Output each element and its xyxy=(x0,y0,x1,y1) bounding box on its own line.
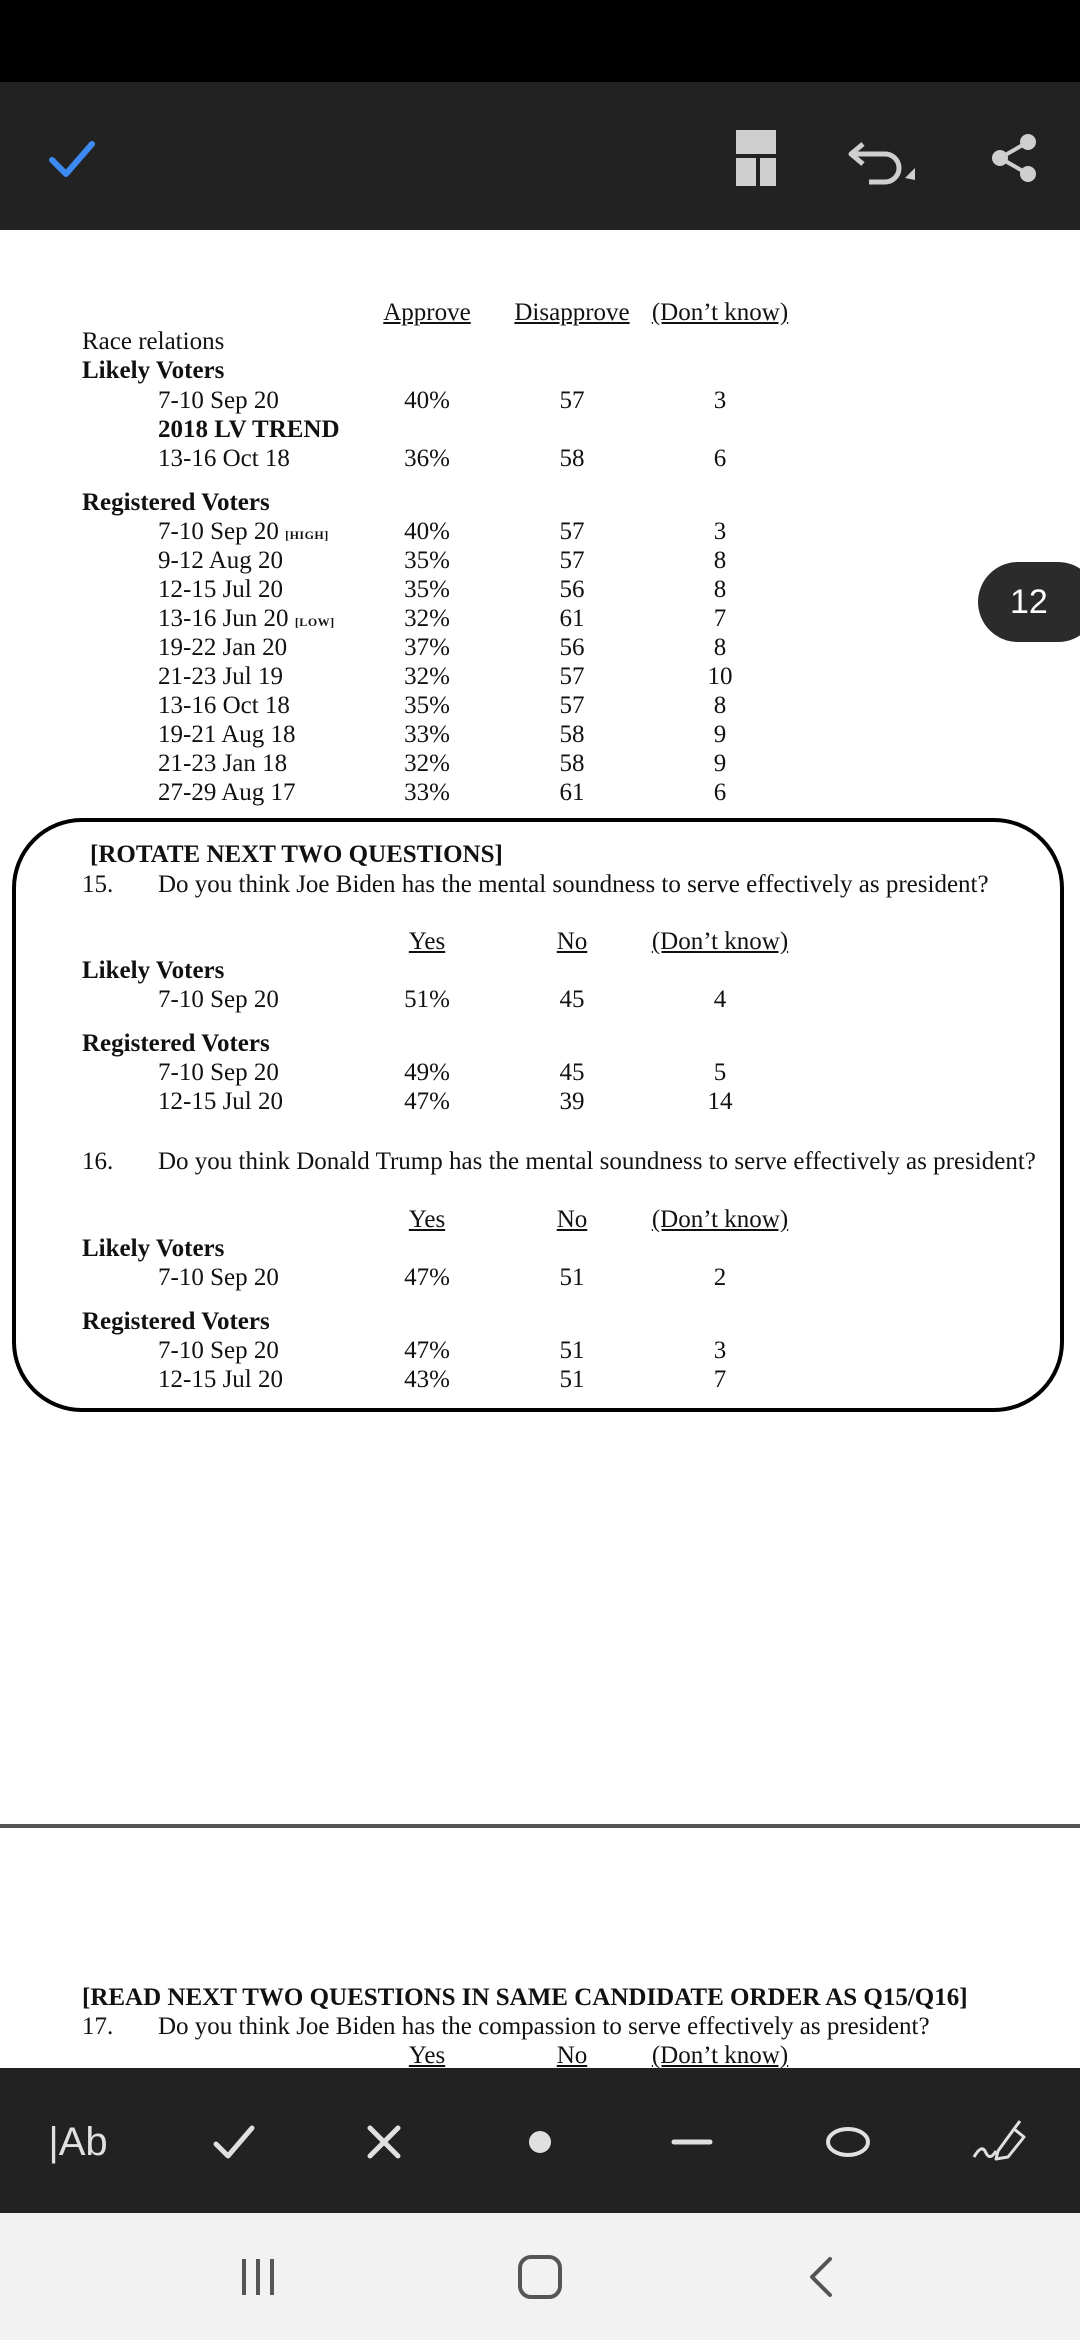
high-tag: [HIGH] xyxy=(285,528,329,542)
row-date: 7-10 Sep 20 xyxy=(158,387,279,414)
likely-voters-label: Likely Voters xyxy=(82,357,225,384)
row-dont-know: 3 xyxy=(713,518,727,545)
q16-registered-voters-label: Registered Voters xyxy=(82,1308,270,1335)
row-approve: 40% xyxy=(404,518,450,545)
col-header-approve: Approve xyxy=(383,299,471,326)
q17-col-header-no: No xyxy=(556,2042,588,2068)
row-dont-know: 9 xyxy=(713,750,727,777)
row-dont-know: 5 xyxy=(713,1059,727,1086)
row-dont-know: 7 xyxy=(713,1366,727,1393)
dot-icon[interactable] xyxy=(502,2104,578,2180)
share-icon[interactable] xyxy=(978,122,1050,194)
row-dont-know: 8 xyxy=(713,576,727,603)
row-disapprove: 58 xyxy=(559,445,585,472)
topic-label: Race relations xyxy=(82,328,225,355)
row-no: 45 xyxy=(559,1059,585,1086)
registered-voters-label: Registered Voters xyxy=(82,489,270,516)
row-approve: 32% xyxy=(404,750,450,777)
back-icon[interactable] xyxy=(784,2241,856,2313)
row-yes: 47% xyxy=(404,1264,450,1291)
row-dont-know: 14 xyxy=(707,1088,733,1115)
check-stamp-icon[interactable] xyxy=(196,2104,272,2180)
row-dont-know: 3 xyxy=(713,387,727,414)
row-dont-know: 7 xyxy=(713,605,727,632)
navigation-bar xyxy=(0,2213,1080,2340)
q15-col-header-no: No xyxy=(556,928,588,955)
row-dont-know: 8 xyxy=(713,547,727,574)
row-date: 9-12 Aug 20 xyxy=(158,547,283,574)
row-yes: 43% xyxy=(404,1366,450,1393)
row-approve: 36% xyxy=(404,445,450,472)
q16-col-header-no: No xyxy=(556,1206,588,1233)
trend-label: 2018 LV TREND xyxy=(158,416,340,443)
row-dont-know: 2 xyxy=(713,1264,727,1291)
row-disapprove: 56 xyxy=(559,634,585,661)
recent-apps-icon[interactable] xyxy=(222,2241,294,2313)
pdf-page-view[interactable] xyxy=(0,230,1080,2068)
col-header-dont-know: (Don’t know) xyxy=(651,299,789,326)
row-approve: 32% xyxy=(404,663,450,690)
row-dont-know: 4 xyxy=(713,986,727,1013)
row-dont-know: 8 xyxy=(713,634,727,661)
q15-registered-voters-label: Registered Voters xyxy=(82,1030,270,1057)
row-approve: 40% xyxy=(404,387,450,414)
row-date: 12-15 Jul 20 xyxy=(158,1366,283,1393)
row-yes: 49% xyxy=(404,1059,450,1086)
page-separator xyxy=(0,1824,1080,1828)
row-date: 19-21 Aug 18 xyxy=(158,721,296,748)
home-icon[interactable] xyxy=(504,2241,576,2313)
annotation-toolbar xyxy=(0,2068,1080,2213)
row-disapprove: 61 xyxy=(559,779,585,806)
row-date: 12-15 Jul 20 xyxy=(158,576,283,603)
q15-likely-voters-label: Likely Voters xyxy=(82,957,225,984)
next-page-note: [READ NEXT TWO QUESTIONS IN SAME CANDIDATE ORDER AS Q15/Q16] xyxy=(82,1984,968,2011)
row-date: 19-22 Jan 20 xyxy=(158,634,288,661)
row-approve: 37% xyxy=(404,634,450,661)
row-approve: 33% xyxy=(404,721,450,748)
row-date: 7-10 Sep 20 xyxy=(158,1337,279,1364)
row-approve: 35% xyxy=(404,547,450,574)
low-tag: [LOW] xyxy=(294,615,335,629)
row-dont-know: 3 xyxy=(713,1337,727,1364)
rotate-note: [ROTATE NEXT TWO QUESTIONS] xyxy=(90,841,503,868)
signature-icon[interactable] xyxy=(962,2104,1038,2180)
q17-col-header-dont-know: (Don’t know) xyxy=(651,2042,789,2068)
row-disapprove: 57 xyxy=(559,663,585,690)
ellipse-icon[interactable] xyxy=(810,2104,886,2180)
row-date: 21-23 Jan 18 xyxy=(158,750,288,777)
row-date: 7-10 Sep 20 xyxy=(158,1059,279,1086)
save-page-icon[interactable] xyxy=(720,122,792,194)
q15-col-header-yes: Yes xyxy=(408,928,446,955)
row-no: 45 xyxy=(559,986,585,1013)
row-no: 51 xyxy=(559,1264,585,1291)
row-disapprove: 61 xyxy=(559,605,585,632)
row-date: 27-29 Aug 17 xyxy=(158,779,296,806)
row-dont-know: 6 xyxy=(713,779,727,806)
row-approve: 33% xyxy=(404,779,450,806)
q16-number: 16. xyxy=(82,1148,114,1175)
line-icon[interactable] xyxy=(654,2104,730,2180)
row-yes: 47% xyxy=(404,1337,450,1364)
row-dont-know: 8 xyxy=(713,692,727,719)
row-date: 7-10 Sep 20 xyxy=(158,986,279,1013)
row-date: 13-16 Oct 18 xyxy=(158,692,290,719)
q16-likely-voters-label: Likely Voters xyxy=(82,1235,225,1262)
q15-col-header-dont-know: (Don’t know) xyxy=(651,928,789,955)
row-approve: 32% xyxy=(404,605,450,632)
q15-text: Do you think Joe Biden has the mental soundness to serve effectively as president? xyxy=(158,871,989,898)
top-toolbar xyxy=(0,82,1080,230)
row-no: 39 xyxy=(559,1088,585,1115)
cross-stamp-icon[interactable] xyxy=(346,2104,422,2180)
row-disapprove: 57 xyxy=(559,692,585,719)
row-dont-know: 9 xyxy=(713,721,727,748)
row-no: 51 xyxy=(559,1366,585,1393)
row-date: 7-10 Sep 20 xyxy=(158,1264,279,1291)
row-approve: 35% xyxy=(404,692,450,719)
q17-text: Do you think Joe Biden has the compassion to serve effectively as president? xyxy=(158,2013,930,2040)
undo-icon[interactable] xyxy=(845,122,917,194)
row-date: 13-16 Oct 18 xyxy=(158,445,290,472)
row-disapprove: 58 xyxy=(559,750,585,777)
row-date: 7-10 Sep 20 [HIGH] xyxy=(158,518,329,545)
check-icon[interactable] xyxy=(36,122,108,194)
row-yes: 47% xyxy=(404,1088,450,1115)
row-disapprove: 57 xyxy=(559,547,585,574)
page-number-indicator: 12 xyxy=(978,562,1080,642)
text-tool-button[interactable]: |Ab xyxy=(48,2119,108,2164)
q17-number: 17. xyxy=(82,2013,114,2040)
row-date: 21-23 Jul 19 xyxy=(158,663,283,690)
row-approve: 35% xyxy=(404,576,450,603)
row-yes: 51% xyxy=(404,986,450,1013)
row-dont-know: 10 xyxy=(707,663,733,690)
q16-text: Do you think Donald Trump has the mental soundness to serve effectively as president? xyxy=(158,1148,1036,1175)
q16-col-header-dont-know: (Don’t know) xyxy=(651,1206,789,1233)
row-date: 12-15 Jul 20 xyxy=(158,1088,283,1115)
row-date: 13-16 Jun 20 [LOW] xyxy=(158,605,335,632)
row-no: 51 xyxy=(559,1337,585,1364)
row-disapprove: 57 xyxy=(559,518,585,545)
q17-col-header-yes: Yes xyxy=(408,2042,446,2068)
status-bar xyxy=(0,0,1080,82)
col-header-disapprove: Disapprove xyxy=(514,299,630,326)
row-disapprove: 56 xyxy=(559,576,585,603)
row-disapprove: 57 xyxy=(559,387,585,414)
row-dont-know: 6 xyxy=(713,445,727,472)
row-disapprove: 58 xyxy=(559,721,585,748)
q16-col-header-yes: Yes xyxy=(408,1206,446,1233)
q15-number: 15. xyxy=(82,871,114,898)
